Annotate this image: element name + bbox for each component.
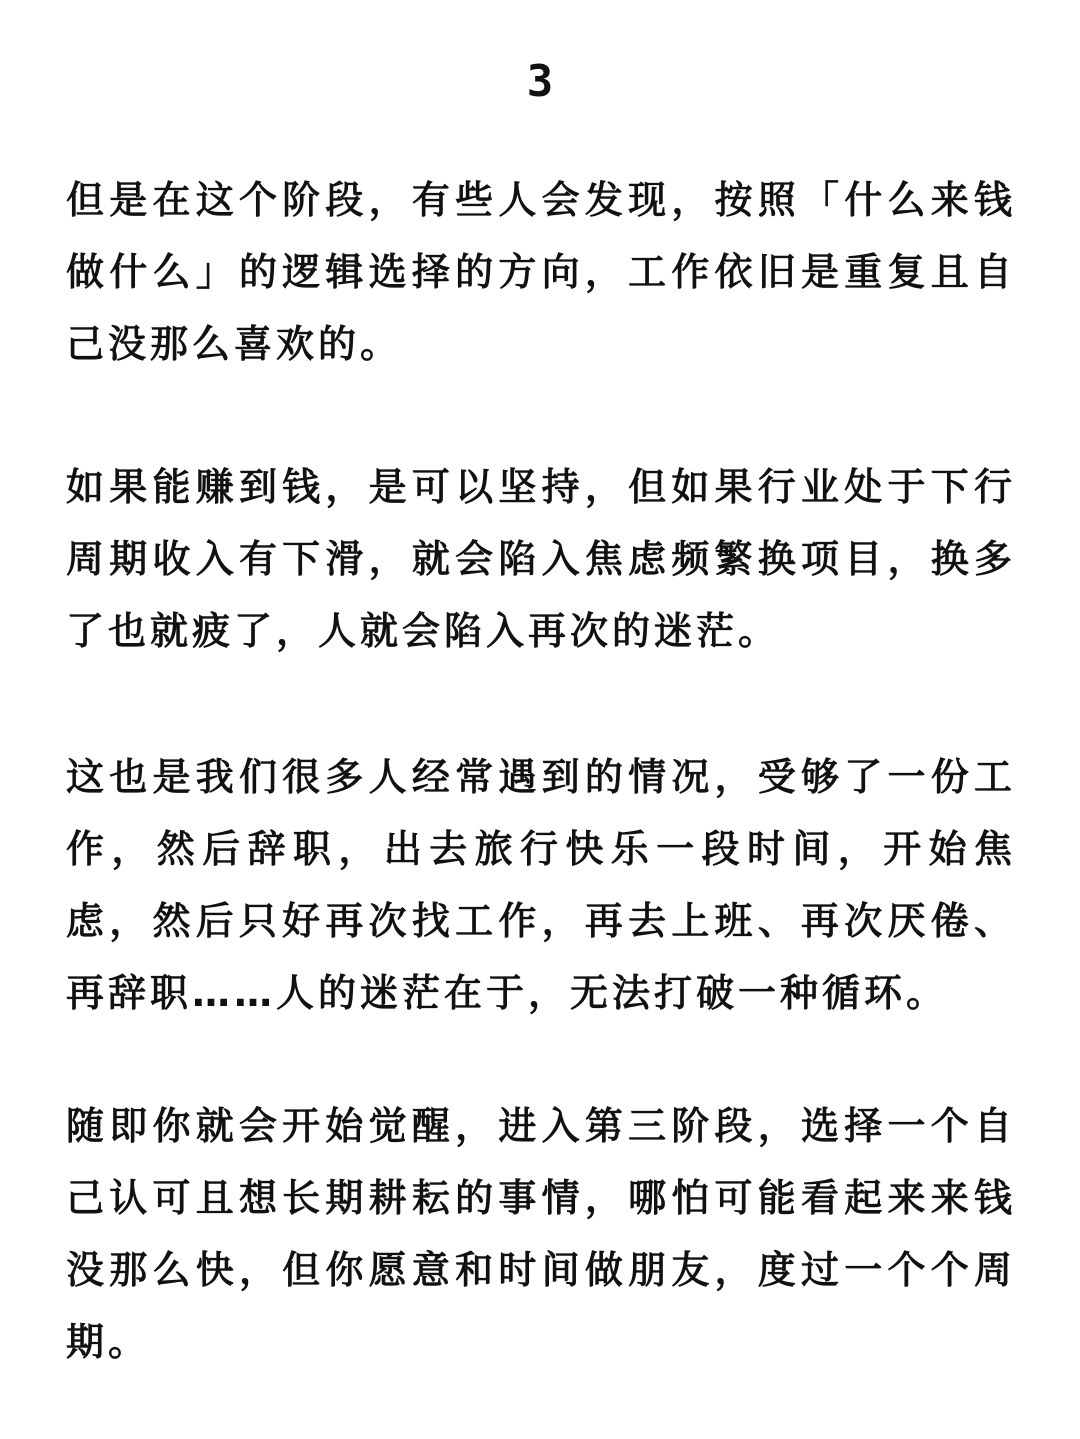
page-number: 3 — [526, 56, 554, 107]
paragraph-4: 随即你就会开始觉醒，进入第三阶段，选择一个自己认可且想长期耕耘的事情，哪怕可能看起来来钱没那么快，但你愿意和时间做朋友，度过一个个周期。 — [66, 1104, 1016, 1364]
paragraph-2: 如果能赚到钱，是可以坚持，但如果行业处于下行周期收入有下滑，就会陷入焦虑频繁换项目，换多了也就疲了，人就会陷入再次的迷茫。 — [66, 465, 1016, 653]
paragraph-1: 但是在这个阶段，有些人会发现，按照「什么来钱做什么」的逻辑选择的方向，工作依旧是重复且自己没那么喜欢的。 — [66, 178, 1016, 366]
paragraph-3: 这也是我们很多人经常遇到的情况，受够了一份工作，然后辞职，出去旅行快乐一段时间，开始焦虑，然后只好再次找工作，再去上班、再次厌倦、再辞职……人的迷茫在于，无法打破一种循环。 — [66, 755, 1016, 1015]
